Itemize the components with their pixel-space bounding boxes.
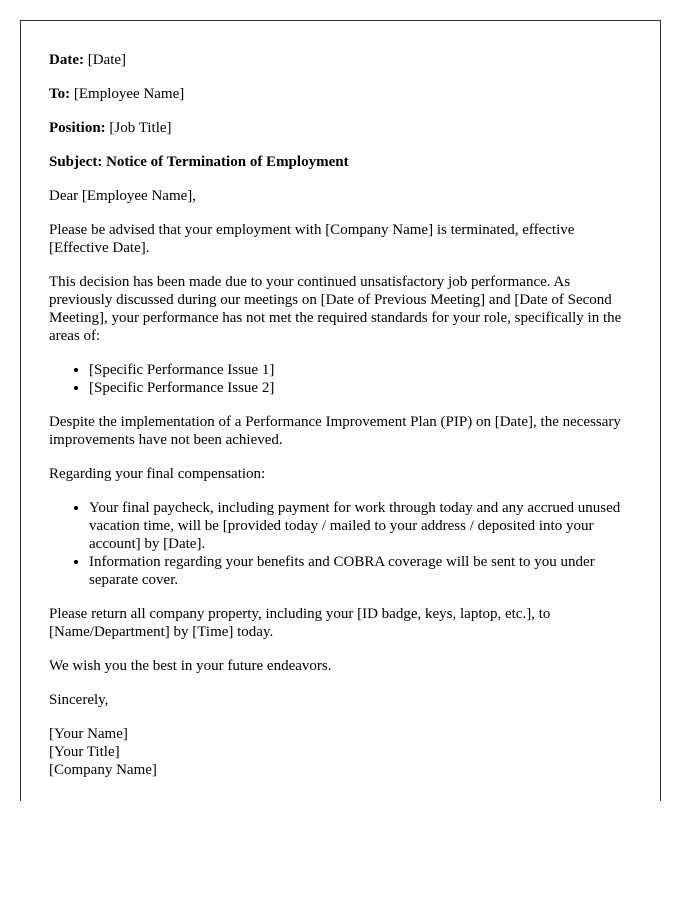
position-value: [Job Title]	[105, 120, 172, 136]
salutation: Dear [Employee Name],	[49, 188, 197, 204]
paragraph-wishes: We wish you the best in your future endeavors.	[49, 658, 332, 674]
date-label: Date:	[49, 52, 84, 68]
signature-company: [Company Name]	[49, 762, 157, 778]
paragraph-pip: Despite the implementation of a Performance Improvement Plan (PIP) on [Date], the necessary improvements have not been achieved.	[49, 414, 621, 448]
performance-issues-list	[49, 361, 632, 397]
closing: Sincerely,	[49, 692, 109, 708]
list-item: • [Specific Performance Issue 2]	[89, 379, 632, 397]
position-label: Position:	[49, 120, 106, 136]
compensation-list	[49, 499, 632, 589]
subject-text: Subject: Notice of Termination of Employment	[49, 154, 349, 170]
to-label: To:	[49, 86, 71, 102]
to-value: [Employee Name]	[70, 86, 185, 102]
paragraph-property: Please return all company property, including your [ID badge, keys, laptop, etc.], to [Name/Department] by [Time] today.	[49, 606, 551, 640]
list-item: • [Specific Performance Issue 1]	[89, 361, 632, 379]
signature-title: [Your Title]	[49, 744, 120, 760]
date-line	[49, 51, 632, 69]
signature-name: [Your Name]	[49, 726, 128, 742]
list-item: • Information regarding your benefits and COBRA coverage will be sent to you under separate cover.	[89, 553, 632, 589]
position-line	[49, 119, 632, 137]
paragraph-termination: Please be advised that your employment with [Company Name] is terminated, effective [Effective Date].	[49, 222, 575, 256]
to-line	[49, 85, 632, 103]
subject-line	[49, 153, 632, 171]
termination-letter	[20, 20, 661, 801]
signature-block	[49, 725, 632, 779]
paragraph-compensation: Regarding your final compensation:	[49, 466, 266, 482]
list-item: • Your final paycheck, including payment for work through today and any accrued unused vacation time, will be [provided today / mailed to your address / deposited into your account] by [Date].	[89, 499, 632, 553]
paragraph-reason: This decision has been made due to your continued unsatisfactory job performance. As previously discussed during our meetings on [Date of Previous Meeting] and [Date of Second Meeting], your performance has not met the required standards for your role, specifically in the areas of:	[49, 274, 622, 344]
date-value: [Date]	[83, 52, 127, 68]
